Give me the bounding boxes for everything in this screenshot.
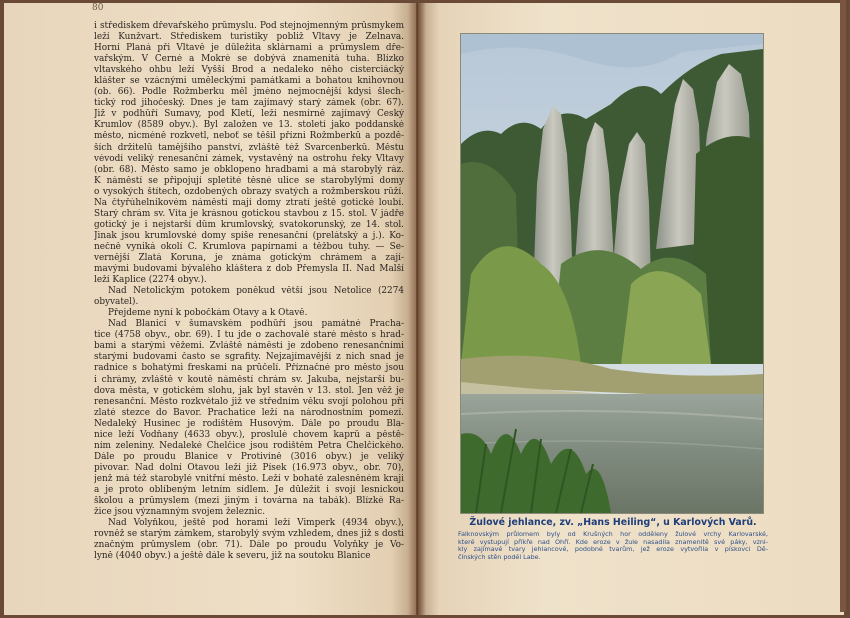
caption-line: kly zajímavé tvary jehlancové, podobné tvarům, jež eroze vytvořila v pískovci Dě-	[458, 545, 768, 554]
text-line: Krumlov (8589 obyv.). Byl založen ve 13. století jako poddanské	[94, 120, 404, 131]
text-line: mavými budovami bývalého kláštera z dob Přemysla II. Nad Malší	[94, 264, 404, 275]
text-line: tice (4758 obyv., obr. 69). I tu jde o zachovalé staré město s hrad-	[94, 330, 404, 341]
text-line: (ob. 66). Podle Rožmberku měl jméno nejmocnější kdysi šlech-	[94, 87, 404, 98]
photo-caption-title: Žulové jehlance, zv. „Hans Heiling“, u Karlových Varů.	[469, 517, 757, 528]
right-page	[418, 3, 844, 615]
text-line: K náměstí se připojují spletité těsné ulice se starobylými domy	[94, 175, 404, 186]
text-line: Nad Netolickým potokem poněkud větší jsou Netolice (2274	[108, 286, 404, 297]
text-line: žice jsou významným svojem železnic.	[94, 507, 266, 518]
text-line: Nad Blanicí v šumavském podhůří jsou památné Pracha-	[108, 319, 404, 330]
text-line: i střediskem dřevařského průmyslu. Pod stejnojmenným průsmykem	[94, 21, 404, 31]
text-line: starými budovami často se sgrafity. Nejzajímavější z nich snad je	[94, 352, 404, 363]
text-line: Starý chrám sv. Víta je krásnou gotickou stavbou z 15. stol. V jádře	[94, 208, 404, 219]
text-line: Nedaleký Husinec je rodištěm Husovým. Dále po proudu Bla-	[94, 418, 404, 429]
photo-caption-text	[458, 531, 768, 562]
text-line: o vysokých štítech, ozdobených obrazy svatých a rožmberskou růží.	[94, 186, 404, 197]
text-line: ších držitelů tamějšího panství, zvláště též Švarcenberků. Městu	[94, 142, 404, 153]
text-line: zlaté stezce do Bavor. Prachatice leží na národnostním pomezí.	[94, 407, 404, 418]
rock-towers-illustration	[461, 34, 763, 513]
text-line: nečně vyniká okolí Č. Krumlova papírnami a těžbou tuhy. — Se-	[94, 241, 404, 252]
landscape-photo	[460, 33, 764, 514]
text-line: Nad Volyňkou, ještě pod horami leží Vimperk (4934 obyv.),	[108, 518, 404, 529]
text-line: rovněž se starým zámkem, starobylý svým vzhledem, dnes již s dosti	[94, 529, 404, 540]
text-line: lyně (4040 obyv.) a ještě dále k severu, již na soutoku Blanice	[94, 551, 371, 562]
caption-line: které vystupují příkře nad Ohří. Kde eroze v žule nasadila znamenitě své páky, vzni-	[458, 537, 768, 546]
text-line: vařským. V Černé a Mokré se dobývá znamenitá tuha. Blízko	[94, 54, 404, 65]
text-line: jenž má též starobylé vnitřní město. Leží v bohatě zalesněném kraji	[94, 473, 404, 484]
text-line: vltavského ohbu leží Vyšší Brod a nedaleko něho cisterciácký	[94, 65, 404, 76]
caption-line: Falknovským průlomem byly od Krušných hor odděleny žulové vrchy Karlovarské,	[458, 530, 768, 538]
text-line: Jinak jsou krumlovské domy spíše renesanční (prelátský a j.). Ko-	[94, 230, 404, 241]
text-line: značným průmyslem (obr. 71). Dále po proudu Volyňky je Vo-	[94, 540, 404, 551]
text-line: nice leží Vodňany (4633 obyv.), proslulé chovem kaprů a pěstě-	[94, 429, 404, 440]
left-page	[4, 3, 416, 615]
text-line: Již v podhůří Šumavy, pod Kletí, leží nesmírně zajímavý Český	[94, 109, 404, 120]
text-line: renesanční. Město rozkvétalo již ve středním věku svojí polohou při	[94, 396, 404, 407]
text-line: Dále po proudu Blanice v Protivíně (3016 obyv.) je veliký	[94, 451, 404, 462]
text-line: (obr. 68). Město samo je obklopeno hradbami a má starobylý ráz.	[94, 164, 404, 175]
text-line: leží Kaplice (2274 obyv.).	[94, 275, 207, 286]
text-line: leží Kunžvart. Střediskem turistiky pobliž Vltavy je Želnava.	[94, 32, 404, 43]
text-line: vévodí veliký renesanční zámek, vystavěný na ostrohu řeky Vltavy	[94, 153, 404, 164]
text-line: pivovar. Nad dolní Otavou leží již Písek (16.973 obyv., obr. 70),	[94, 462, 404, 473]
text-line: a je proto oblíbeným letním sídlem. Je důležit i svojí lesnickou	[94, 484, 404, 495]
book-gutter	[408, 3, 426, 615]
text-line: radnice s bohatými freskami na průčelí. Příznačné pro město jsou	[94, 363, 404, 374]
text-line: dova města, v gotickém slohu, jak byl stavěn v 13. stol. Jen věž je	[94, 385, 404, 396]
text-line: klášter se vzácnými uměleckými památkami a bohatou knihovnou	[94, 76, 404, 87]
text-line: školou a průmyslem (mezi jiným i továrna na tabák). Blízké Ra-	[94, 496, 404, 507]
body-text	[94, 21, 404, 562]
text-line: Přejdeme nyní k pobočkám Otavy a k Otavě.	[108, 308, 308, 319]
text-line: obyvatel).	[94, 297, 139, 308]
text-line: Na čtyřúhelníkovém náměstí mají domy ztratí ještě gotické loubí.	[94, 197, 404, 208]
text-line: ním zeleniny. Nedaleké Chelčice jsou rodištěm Petra Chelčického.	[94, 440, 404, 451]
text-line: tický rod jihočeský. Dnes je tam zajímavý starý zámek (obr. 67).	[94, 98, 404, 109]
text-line: gotický je i nejstarší dům krumlovský, svatokorunský, ze 14. stol.	[94, 219, 404, 230]
book-spread	[4, 3, 846, 615]
book-edge	[840, 0, 846, 612]
caption-line: čínských stěn podél Labe.	[458, 553, 541, 562]
text-line: vernější Zlatá Koruna, je známa gotickým chrámem a zají-	[94, 252, 404, 263]
text-line: i chrámy, zvláště v koutě náměstí chrám sv. Jakuba, nejstarší bu-	[94, 374, 404, 385]
text-line: Horní Planá při Vltavě je důležita sklárnami a průmyslem dře-	[94, 43, 404, 54]
text-line: město, nicméně rozkvetl, neboť se těšil přízni Rožmberků a pozdě-	[94, 131, 404, 142]
text-line: bami a starými věžemi. Zvláště náměstí je zdobeno renesančními	[94, 341, 404, 352]
page-number: 80	[92, 3, 104, 13]
